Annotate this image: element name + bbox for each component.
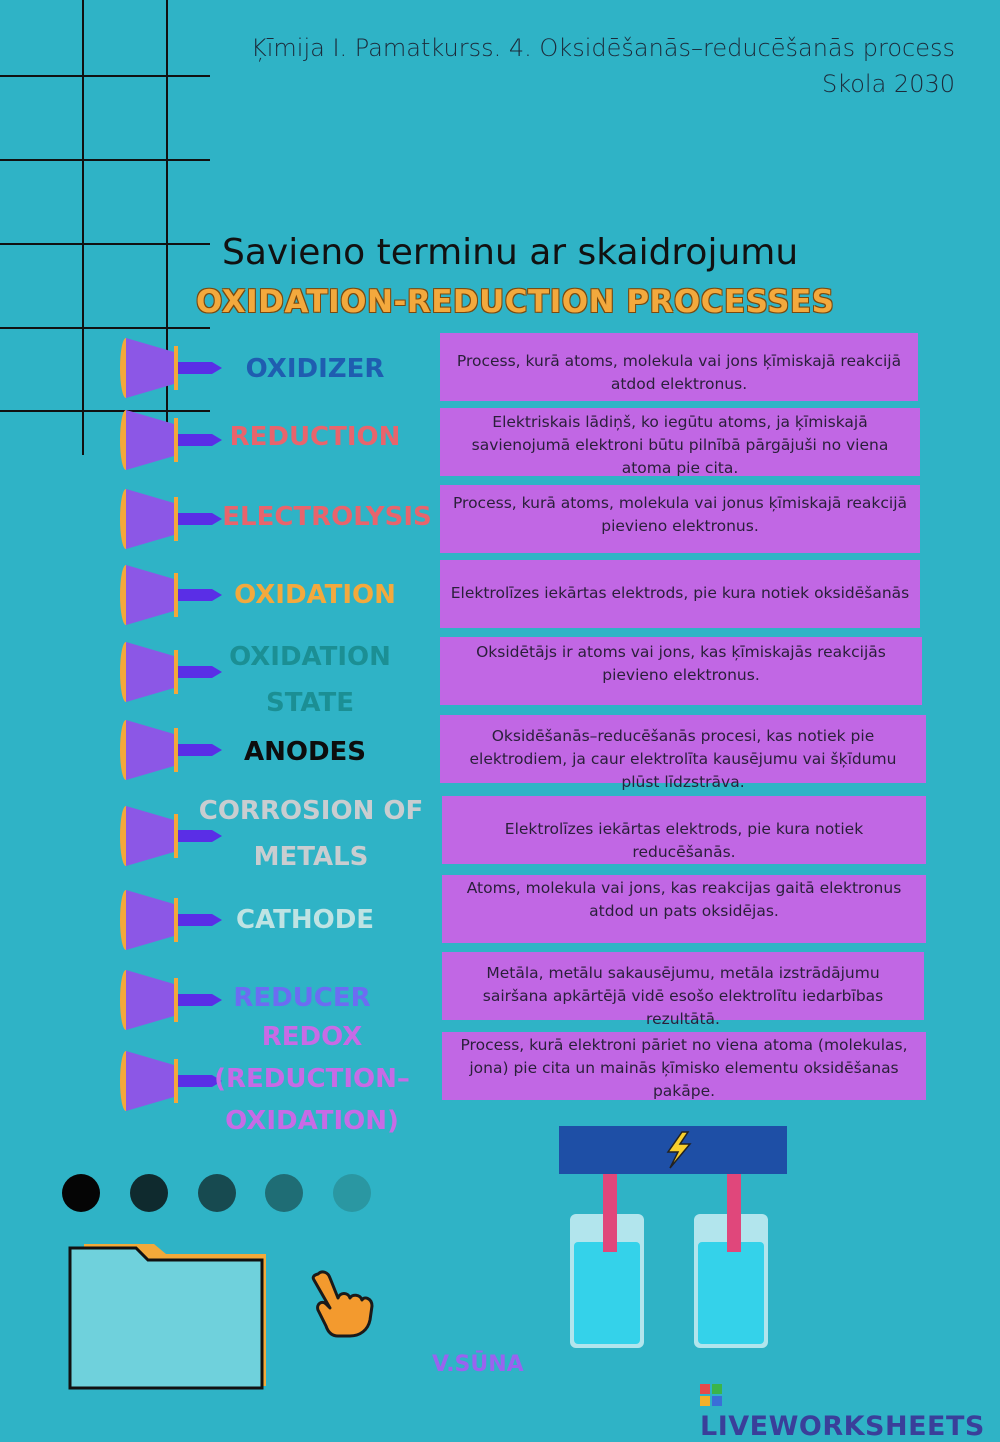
term-oxidizer[interactable]: OXIDIZER	[245, 354, 385, 384]
electrolysis-apparatus-icon	[556, 1124, 790, 1356]
grid-line	[0, 159, 210, 161]
term-electrolysis[interactable]: ELECTROLYSIS	[222, 502, 432, 532]
term-corrosion-of-metals[interactable]: CORROSION OF METALS	[198, 796, 424, 872]
term-reduction[interactable]: REDUCTION	[229, 422, 401, 452]
grid-line	[82, 0, 84, 455]
definition-box[interactable]: Atoms, molekula vai jons, kas reakcijas gaitā elektronus atdod un pats oksidējas.	[442, 875, 926, 943]
brand-name: LIVEWORKSHEETS	[700, 1411, 985, 1442]
term-oxidation[interactable]: OXIDATION	[234, 580, 396, 610]
liveworksheets-logo-icon	[700, 1384, 722, 1406]
term-oxidation-state[interactable]: OXIDATION STATE	[229, 642, 391, 718]
decorative-dot	[265, 1174, 303, 1212]
definition-box[interactable]: Elektrolīzes iekārtas elektrods, pie kura notiek reducēšanās.	[442, 796, 926, 864]
decorative-dot	[198, 1174, 236, 1212]
definition-box[interactable]: Oksidētājs ir atoms vai jons, kas ķīmiskajās reakcijās pievieno elektronus.	[440, 637, 922, 705]
term-reducer[interactable]: REDUCER	[233, 983, 371, 1013]
definition-box[interactable]: Elektrolīzes iekārtas elektrods, pie kura notiek oksidēšanās	[440, 560, 920, 628]
brand-logo	[700, 1380, 1000, 1442]
grid-line	[0, 327, 210, 329]
term-redox[interactable]: REDOX (REDUCTION–OXIDATION)	[214, 1022, 410, 1136]
definition-box[interactable]: Elektriskais lādiņš, ko iegūtu atoms, ja ķīmiskajā savienojumā elektroni būtu pilnībā pārgājuši no viena atoma pie cita.	[440, 408, 920, 476]
megaphone-icon	[118, 483, 224, 555]
decorative-dot	[130, 1174, 168, 1212]
definition-box[interactable]: Process, kurā atoms, molekula vai jons ķīmiskajā reakcijā atdod elektronus.	[440, 333, 918, 401]
definition-box[interactable]: Oksidēšanās–reducēšanās procesi, kas notiek pie elektrodiem, ja caur elektrolīta kausējumu vai šķīdumu plūst līdzstrāva.	[440, 715, 926, 783]
decorative-dot	[62, 1174, 100, 1212]
term-cathode[interactable]: CATHODE	[235, 905, 375, 935]
grid-line	[0, 75, 210, 77]
definition-box[interactable]: Process, kurā atoms, molekula vai jonus ķīmiskajā reakcijā pievieno elektronus.	[440, 485, 920, 553]
definition-box[interactable]: Process, kurā elektroni pāriet no viena atoma (molekulas, jona) pie cita un mainās ķīmisko elementu oksidēšanas pakāpe.	[442, 1032, 926, 1100]
pointer-hand-icon	[308, 1268, 378, 1340]
author-credit: V.SŪNA	[432, 1352, 524, 1377]
megaphone-icon	[118, 1045, 224, 1117]
instruction-heading: Savieno terminu ar skaidrojumu	[222, 232, 799, 273]
course-title: Ķīmija I. Pamatkurss. 4. Oksidēšanās–reducēšanās process	[250, 34, 955, 62]
decorative-dot	[333, 1174, 371, 1212]
grid-line	[0, 243, 210, 245]
publisher-label: Skola 2030	[821, 70, 955, 98]
definition-box[interactable]: Metāla, metālu sakausējumu, metāla izstrādājumu sairšana apkārtējā vidē esošo elektrolītu iedarbības rezultātā.	[442, 952, 924, 1020]
term-anodes[interactable]: ANODES	[243, 737, 367, 767]
folder-icon	[66, 1240, 272, 1392]
page-title: OXIDATION-REDUCTION PROCESSES	[196, 284, 835, 320]
